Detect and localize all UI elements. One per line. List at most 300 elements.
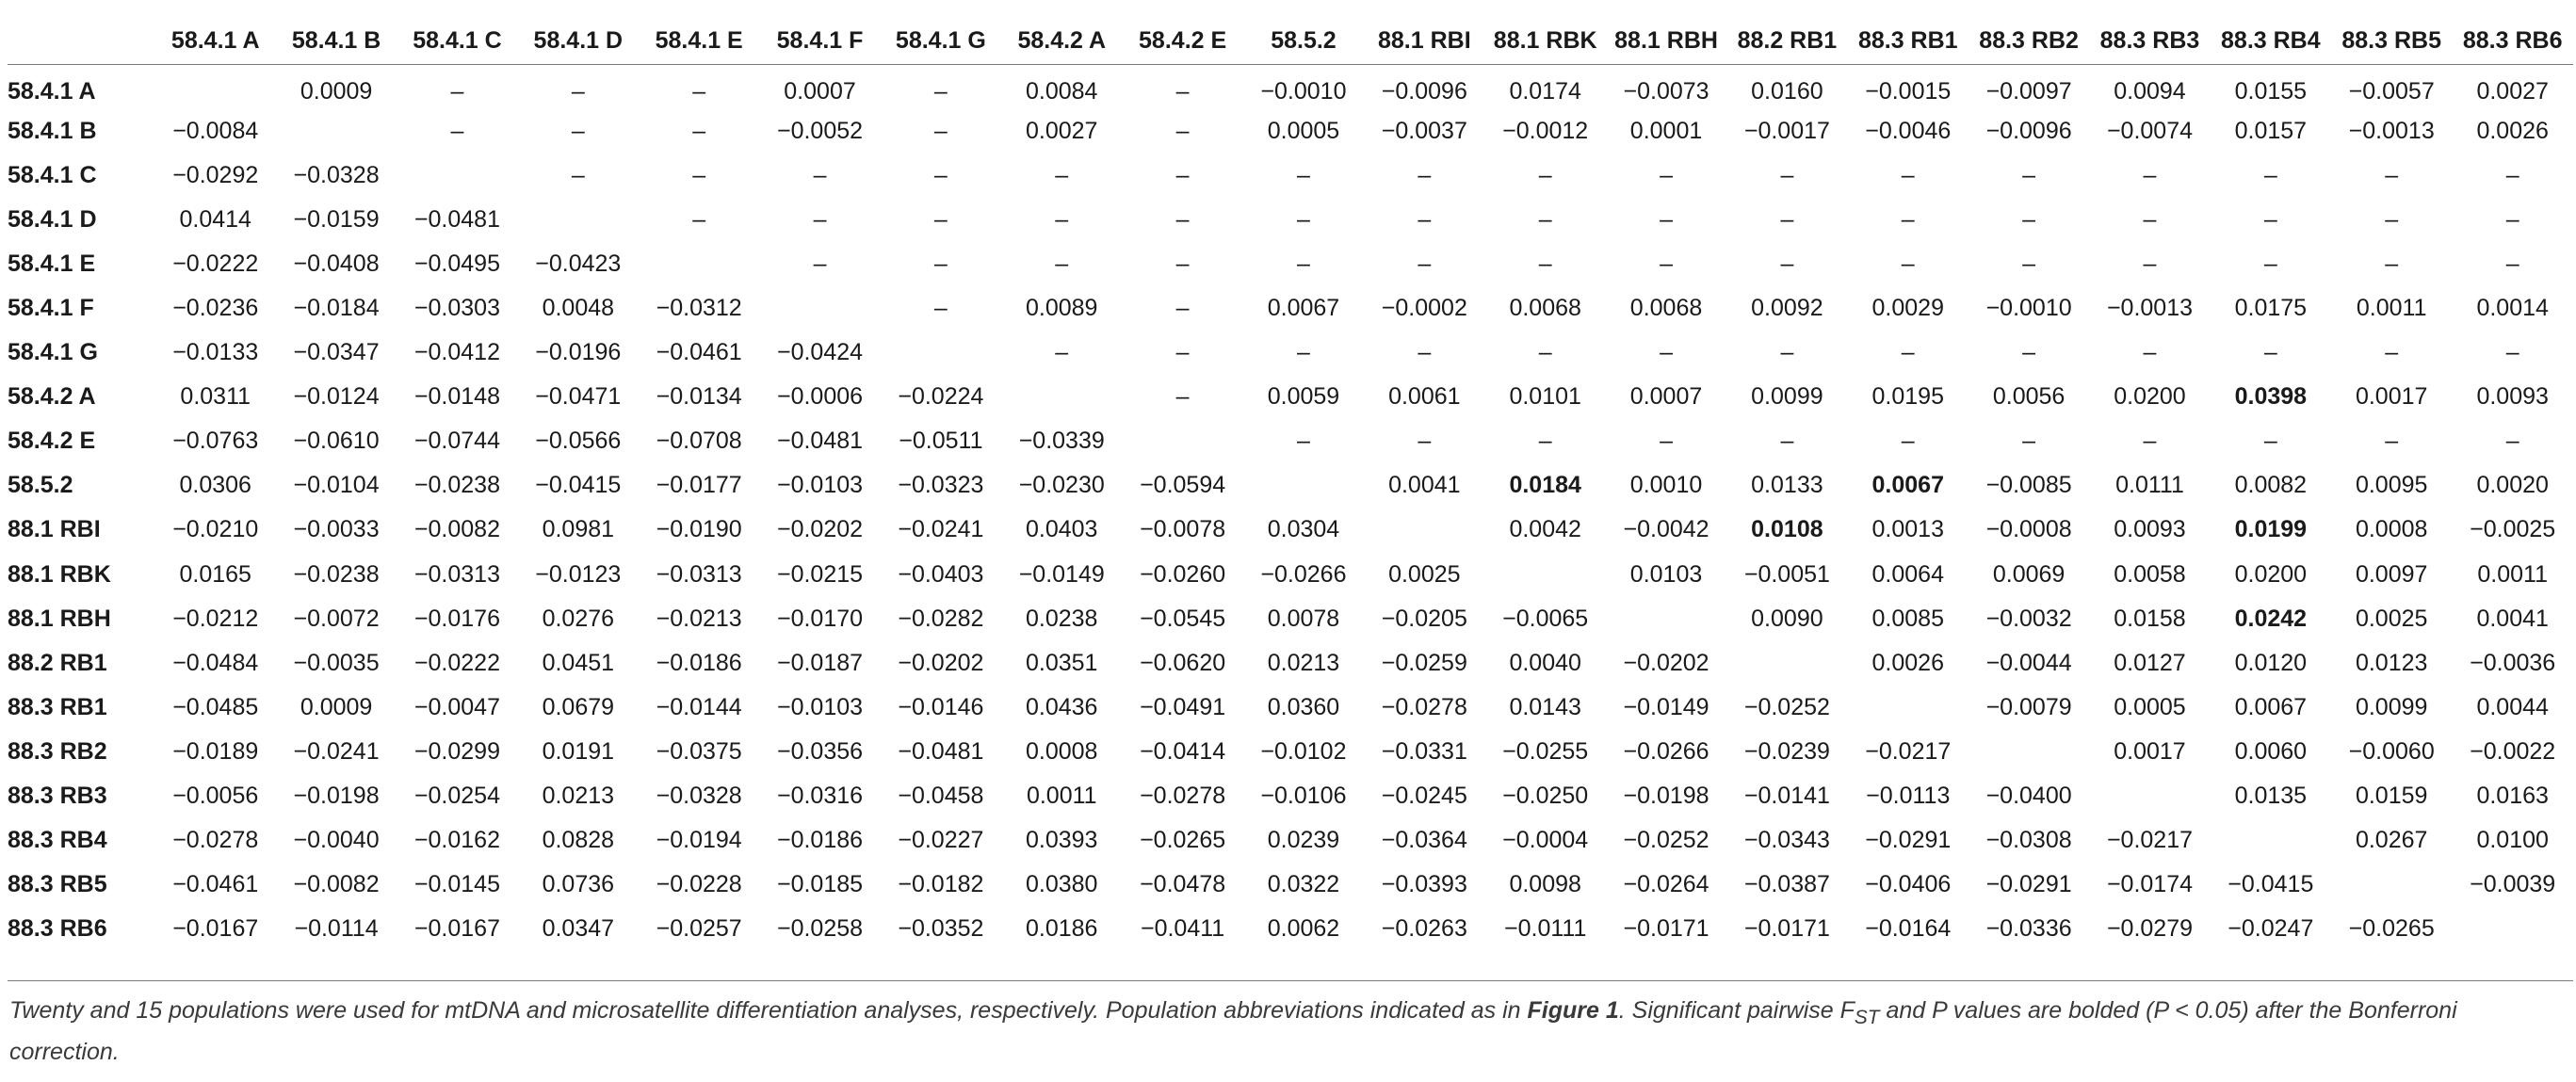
table-cell: 0.0044 [2476,693,2549,720]
table-cell: −0.0236 [172,295,259,322]
table-cell: −0.0620 [1140,649,1226,676]
table-cell: −0.0328 [293,161,380,188]
table-cell: −0.0144 [656,693,742,720]
table-cell: 0.0380 [1026,871,1098,898]
table-cell: −0.0012 [1502,117,1589,144]
table-cell: −0.0167 [413,915,500,943]
table-cell: −0.0085 [1985,472,2072,499]
table-cell: −0.0387 [1743,871,1830,898]
column-header: 58.4.1 E [655,26,743,54]
table-cell: – [2505,250,2519,277]
table-cell: 0.0160 [1751,77,1823,105]
table-cell: 0.0414 [179,205,251,233]
table-cell: 0.0059 [1267,383,1340,411]
table-cell: −0.0400 [1985,783,2072,810]
table-cell: −0.0215 [776,560,864,588]
table-cell: – [933,295,948,322]
table-cell: −0.0035 [293,649,380,676]
table-cell: −0.0097 [1985,77,2072,105]
table-cell: – [933,117,948,144]
table-cell: −0.0238 [293,560,380,588]
table-cell: −0.0044 [1985,649,2072,676]
table-cell: – [1780,161,1794,188]
table-cell: −0.0103 [776,693,864,720]
table-cell [2089,774,2210,818]
row-header: 58.4.2 E [8,428,96,455]
table-cell [1001,375,1122,419]
table-cell: 0.0981 [542,516,615,543]
table-cell: 0.0097 [2355,560,2428,588]
table-cell: – [1901,161,1915,188]
table-cell: 0.0322 [1267,871,1340,898]
table-cell: −0.0485 [172,693,259,720]
table-cell: – [1055,250,1069,277]
table-cell: −0.0495 [413,250,500,277]
table-row [8,286,2573,331]
table-cell: −0.0186 [776,827,864,854]
table-cell: – [1297,250,1310,277]
table-cell: −0.0039 [2470,871,2556,898]
table-cell: – [571,77,585,105]
table-row [8,153,2573,198]
table-row [8,463,2573,508]
table-cell: 0.0064 [1871,560,1944,588]
table-cell: −0.0278 [172,827,259,854]
table-cell: – [1418,161,1432,188]
table-cell: −0.0481 [413,205,500,233]
table-cell: −0.0393 [1381,871,1467,898]
table-cell: – [1660,339,1673,366]
table-cell: −0.0164 [1865,915,1952,943]
table-cell: −0.0278 [1140,783,1226,810]
table-row [8,508,2573,552]
table-cell: −0.0313 [656,560,742,588]
row-header: 88.3 RB2 [8,737,107,765]
table-cell: – [2263,205,2277,233]
table-cell: 0.0027 [1026,117,1098,144]
table-cell: 0.0010 [1629,472,1703,499]
table-cell: −0.0114 [294,915,379,943]
table-caption [9,993,2562,1070]
table-cell: −0.0265 [1140,827,1226,854]
table-cell: – [933,161,948,188]
table-cell: – [1901,205,1915,233]
table-cell: −0.0006 [776,383,864,411]
column-header: 58.4.1 D [533,26,624,54]
table-cell: −0.0257 [656,915,742,943]
table-row [8,818,2573,863]
table-cell [2452,907,2573,951]
table-cell: – [933,205,948,233]
table-cell: 0.0143 [1509,693,1581,720]
column-header: 88.1 RBI [1377,26,1471,54]
table-cell: 0.0306 [179,472,251,499]
table-body [8,65,2573,952]
table-cell: 0.0042 [1509,516,1581,543]
table-cell: −0.0096 [1985,117,2072,144]
table-cell: −0.0313 [413,560,500,588]
table-cell: – [1175,250,1190,277]
table-cell: – [1055,339,1069,366]
table-cell: −0.0078 [1140,516,1226,543]
table-cell: – [571,117,585,144]
table-cell: 0.0679 [542,693,615,720]
table-cell: −0.0484 [172,649,259,676]
table-cell [2211,818,2331,863]
table-cell: – [813,250,827,277]
table-cell [1848,686,1968,730]
table-cell: – [1175,339,1190,366]
table-cell: – [692,205,706,233]
table-cell: −0.0461 [172,871,259,898]
table-cell: −0.0123 [535,560,622,588]
table-cell: −0.0282 [898,605,984,632]
table-row [8,641,2573,686]
table-cell: −0.0033 [293,516,380,543]
table-cell: – [933,77,948,105]
table-cell: −0.0073 [1623,77,1709,105]
table-cell: 0.0095 [2355,472,2428,499]
table-cell: −0.0052 [776,117,864,144]
table-cell: 0.0111 [2115,472,2184,499]
table-cell: −0.0364 [1381,827,1467,854]
table-cell: −0.0259 [1381,649,1467,676]
table-cell: −0.0279 [2106,915,2194,943]
table-cell: 0.0393 [1026,827,1098,854]
pairwise-fst-table [8,26,2573,951]
table-cell: −0.0260 [1140,560,1226,588]
table-cell: −0.0481 [898,737,984,765]
table-cell: – [2263,339,2277,366]
table-cell: −0.0202 [776,516,864,543]
table-cell: – [571,161,585,188]
column-header: 88.3 RB2 [1979,26,2079,54]
table-cell: −0.0239 [1743,737,1830,765]
table-cell: −0.0406 [1865,871,1952,898]
table-cell: −0.0266 [1623,737,1709,765]
table-cell: −0.0375 [656,737,742,765]
table-cell: −0.0471 [535,383,622,411]
table-cell: −0.0266 [1260,560,1347,588]
table-cell: 0.0093 [2114,516,2186,543]
table-cell: 0.0078 [1267,605,1340,632]
table-cell: 0.0009 [300,693,373,720]
table-cell: −0.0217 [2106,827,2194,854]
table-cell: −0.0258 [776,915,864,943]
row-header: 88.3 RB3 [8,783,107,810]
table-cell: −0.0230 [1018,472,1105,499]
column-header: 88.3 RB4 [2221,26,2321,54]
table-cell: – [1538,250,1552,277]
table-cell: −0.0356 [776,737,864,765]
table-cell [881,331,1001,375]
table-cell: 0.0090 [1751,605,1823,632]
table-cell: 0.0451 [542,649,615,676]
table-cell: – [1538,161,1552,188]
table-cell: −0.0145 [413,871,500,898]
column-header: 88.1 RBH [1614,26,1718,54]
table-cell: – [1660,250,1673,277]
table-cell: 0.0014 [2476,295,2549,322]
table-cell: – [692,77,706,105]
table-cell: – [933,250,948,277]
row-header: 58.4.1 C [8,161,97,188]
table-cell [1485,553,1606,597]
table-cell: 0.0200 [2114,383,2186,411]
table-cell: 0.0101 [1509,383,1581,411]
column-header: 88.3 RB1 [1857,26,1958,54]
table-cell: −0.0403 [898,560,984,588]
table-row [8,375,2573,419]
table-cell: – [1175,295,1190,322]
table-cell: 0.0017 [2114,737,2186,765]
table-cell: 0.0135 [2234,783,2308,810]
column-header: 58.4.1 F [776,26,864,54]
table-cell: – [450,117,464,144]
table-cell: 0.0067 [2234,693,2308,720]
table-cell: −0.0047 [413,693,500,720]
table-cell: −0.0025 [2470,516,2556,543]
table-cell: −0.0511 [899,428,983,455]
table-cell: −0.0184 [293,295,380,322]
table-cell: – [2505,428,2519,455]
table-cell: −0.0060 [2348,737,2435,765]
column-header: 58.4.1 C [413,26,502,54]
table-cell: −0.0040 [293,827,380,854]
table-cell [276,109,397,153]
table-cell: −0.0255 [1502,737,1589,765]
table-cell: −0.0176 [413,605,500,632]
table-cell: 0.0158 [2114,605,2186,632]
table-cell: – [1055,161,1069,188]
row-header: 88.1 RBI [8,516,101,543]
table-cell: – [1660,428,1673,455]
table-cell: – [1175,205,1190,233]
table-cell: −0.0228 [656,871,742,898]
table-cell: −0.0186 [656,649,742,676]
table-cell: – [2385,161,2399,188]
table-cell: −0.0328 [656,783,742,810]
row-header: 88.3 RB1 [8,693,107,720]
table-cell [759,286,880,331]
table-cell: 0.0100 [2476,827,2549,854]
table-cell: −0.0185 [776,871,864,898]
table-cell [518,198,639,242]
table-cell: 0.0099 [1751,383,1823,411]
column-header: 88.3 RB5 [2341,26,2441,54]
table-cell: −0.0264 [1623,871,1709,898]
caption-divider [8,980,2573,981]
table-cell [1243,463,1364,508]
table-cell: 0.0001 [1629,117,1703,144]
table-cell: 0.0007 [784,77,856,105]
table-cell: −0.0074 [2106,117,2194,144]
table-cell: – [813,161,827,188]
column-header: 88.3 RB6 [2462,26,2563,54]
caption-text-1: Twenty and 15 populations were used for mtDNA and microsatellite differentiation analyses, respectively. Population abbreviations indicated as in [9,997,1528,1024]
table-cell: 0.0200 [2234,560,2308,588]
table-cell: 0.0174 [1509,77,1581,105]
table-cell: −0.0065 [1502,605,1589,632]
table-cell: 0.0068 [1509,295,1581,322]
table-cell: 0.0069 [1992,560,2066,588]
table-cell: −0.0171 [1623,915,1709,943]
table-cell: 0.0195 [1871,383,1944,411]
table-cell: 0.0311 [180,383,251,411]
table-cell: – [1418,250,1432,277]
table-cell [639,242,759,286]
table-cell: – [2385,428,2399,455]
table-cell: −0.0159 [293,205,380,233]
table-cell: – [1175,77,1190,105]
table-cell: 0.0239 [1267,827,1340,854]
table-cell: 0.0011 [2477,560,2548,588]
column-header: 88.2 RB1 [1737,26,1838,54]
table-row [8,65,2573,109]
table-cell: −0.0481 [776,428,864,455]
table-cell: −0.0072 [293,605,380,632]
table-cell: −0.0133 [172,339,259,366]
table-cell: −0.0010 [1260,77,1347,105]
table-cell: −0.0082 [413,516,500,543]
table-cell: – [1175,161,1190,188]
table-cell: −0.0316 [776,783,864,810]
table-cell: – [813,205,827,233]
column-header: 58.4.2 A [1017,26,1107,54]
table-cell: 0.0108 [1751,516,1823,543]
table-cell: −0.0566 [535,428,622,455]
table-cell: – [1538,205,1552,233]
table-cell: 0.0093 [2476,383,2549,411]
row-header: 58.4.1 E [8,250,96,277]
table-cell: −0.0079 [1985,693,2072,720]
table-cell: 0.0133 [1751,472,1823,499]
table-cell: −0.0013 [2348,117,2435,144]
table-cell: – [1780,250,1794,277]
table-cell: −0.0022 [2470,737,2556,765]
table-cell: – [2505,205,2519,233]
table-cell: 0.0304 [1267,516,1340,543]
row-header: 88.3 RB5 [8,871,107,898]
table-cell [397,153,517,198]
table-cell: −0.0036 [2470,649,2556,676]
column-header: 88.3 RB3 [2099,26,2200,54]
table-cell: 0.0058 [2114,560,2186,588]
table-cell: −0.0238 [413,472,500,499]
table-cell: 0.0242 [2234,605,2308,632]
table-cell: 0.0175 [2234,295,2308,322]
table-row [8,730,2573,774]
table-cell: – [1175,117,1190,144]
table-cell: −0.0252 [1743,693,1830,720]
table-cell: – [1297,428,1310,455]
table-cell: – [2263,161,2277,188]
table-cell: 0.0436 [1026,693,1098,720]
table-cell: 0.0067 [1871,472,1944,499]
table-cell: −0.0104 [293,472,380,499]
table-cell: −0.0148 [413,383,500,411]
table-cell: 0.0056 [1992,383,2066,411]
table-cell: −0.0278 [1381,693,1467,720]
table-cell: – [2385,205,2399,233]
table-cell: 0.0005 [1267,117,1340,144]
table-cell: −0.0084 [172,117,259,144]
table-row [8,419,2573,463]
table-cell: 0.0828 [542,827,615,854]
table-cell: −0.0194 [656,827,742,854]
table-cell: – [692,117,706,144]
table-cell: −0.0212 [172,605,259,632]
table-cell: – [1901,428,1915,455]
table-cell: −0.0162 [413,827,500,854]
table-cell: 0.0041 [1388,472,1461,499]
table-cell: 0.0007 [1629,383,1703,411]
table-cell: – [2022,250,2036,277]
table-row [8,331,2573,375]
table-cell [1726,641,1847,686]
table-cell: 0.0267 [2355,827,2428,854]
table-cell [1122,419,1242,463]
table-cell: −0.0146 [898,693,984,720]
column-header: 58.4.1 B [291,26,381,54]
table-cell: 0.0123 [2355,649,2428,676]
table-cell: – [2505,339,2519,366]
row-header: 58.4.1 D [8,205,97,233]
table-cell: – [2022,205,2036,233]
figure-reference: Figure 1 [1527,997,1619,1024]
table-cell: −0.0198 [293,783,380,810]
column-header: 58.4.2 E [1139,26,1227,54]
table-cell: – [1055,205,1069,233]
table-cell: −0.0051 [1743,560,1830,588]
table-cell: 0.0736 [542,871,615,898]
table-cell: 0.0213 [542,783,615,810]
table-cell: – [2263,250,2277,277]
table-cell: −0.0303 [413,295,500,322]
table-cell: – [1418,339,1432,366]
table-cell: – [2143,161,2157,188]
table-cell: −0.0265 [2348,915,2435,943]
table-cell: – [1901,250,1915,277]
table-cell [2331,863,2452,907]
table-cell [1364,508,1484,552]
table-cell: −0.0182 [898,871,984,898]
table-cell: −0.0292 [172,161,259,188]
table-cell: 0.0009 [300,77,373,105]
table-row [8,109,2573,153]
table-cell: 0.0005 [2114,693,2186,720]
row-header: 58.4.1 A [8,77,96,105]
column-header: 58.5.2 [1271,26,1337,54]
column-header: 88.1 RBK [1493,26,1597,54]
table-cell: −0.0141 [1743,783,1830,810]
table-cell: −0.0247 [2228,915,2314,943]
table-cell: 0.0011 [1026,783,1097,810]
table-cell: −0.0222 [413,649,500,676]
table-cell: −0.0096 [1381,77,1467,105]
table-cell: – [2022,339,2036,366]
table-cell: −0.0250 [1502,783,1589,810]
table-header-row [8,26,2573,65]
table-cell: – [2143,428,2157,455]
corner-cell [8,26,155,65]
table-cell: – [1297,161,1310,188]
table-cell: −0.0171 [1743,915,1830,943]
table-cell: −0.0763 [172,428,259,455]
table-cell: – [2022,161,2036,188]
table-cell: −0.0241 [293,737,380,765]
table-cell: −0.0042 [1623,516,1709,543]
